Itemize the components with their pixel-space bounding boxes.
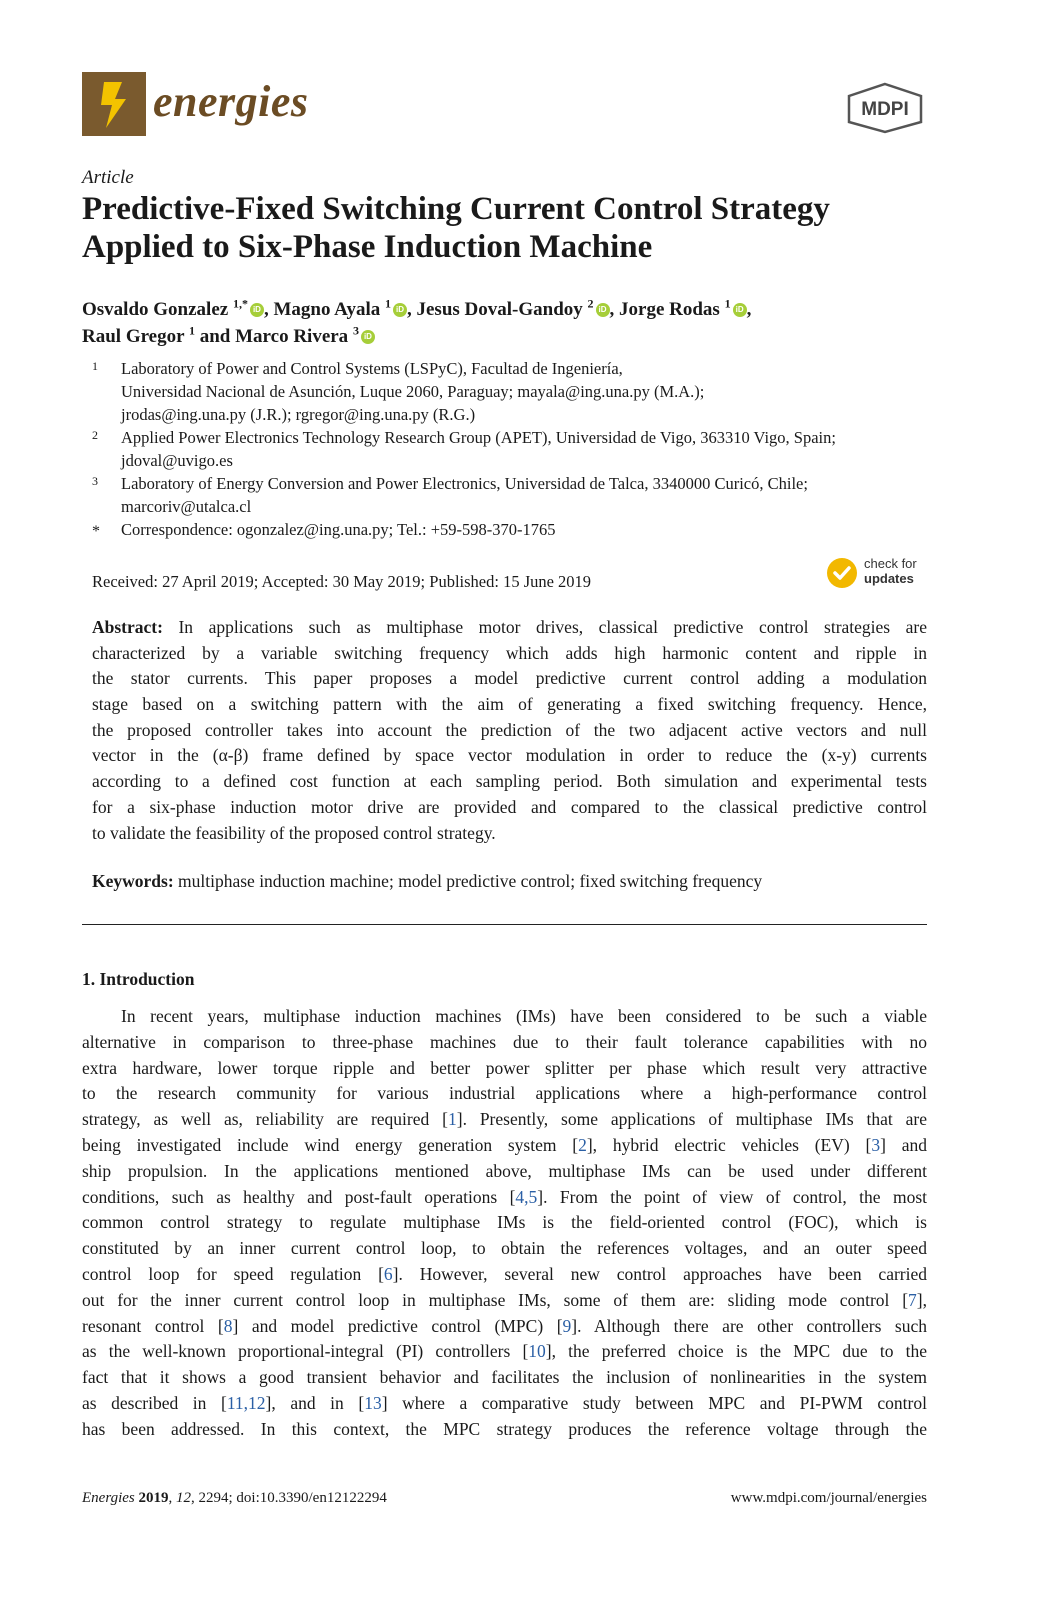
journal-logo-icon (82, 72, 146, 136)
author-name[interactable]: Jorge Rodas (619, 299, 720, 320)
abstract-line: characterized by a variable switching frequency which adds high harmonic content and ripple in (92, 642, 927, 663)
body-line: alternative in comparison to three-phase machines due to their fault tolerance capabilities with no (82, 1031, 927, 1052)
correspondence-item (92, 518, 942, 541)
affiliation-number: 2 (92, 428, 98, 442)
title-line: Predictive-Fixed Switching Current Control Strategy (82, 191, 830, 227)
citation-link[interactable]: 7 (908, 1289, 917, 1310)
abstract-line: vector in the (α-β) frame defined by space vector modulation in order to reduce the (x-y) currents (92, 745, 927, 766)
body-line: as described in [11,12], and in [13] where a comparative study between MPC and PI-PWM control (82, 1392, 927, 1413)
body-line: has been addressed. In this context, the MPC strategy produces the reference voltage through the (82, 1418, 927, 1439)
abstract (92, 615, 927, 846)
author-name[interactable]: Raul Gregor (82, 326, 185, 347)
keywords-label: Keywords: (92, 871, 174, 891)
abstract-label: Abstract: (92, 617, 163, 637)
affiliation-line: Universidad Nacional de Asunción, Luque 2060, Paraguay; mayala@ing.una.py (M.A.); (121, 382, 705, 401)
body-line: strategy, as well as, reliability are required [1]. Presently, some applications of multiphase IMs that are (82, 1109, 927, 1130)
page-title (82, 190, 962, 266)
author-affiliation-mark: 1,* (232, 296, 248, 311)
abstract-line: to validate the feasibility of the proposed control strategy. (92, 822, 496, 843)
affiliation-item (92, 426, 942, 472)
citation-link[interactable]: 4,5 (515, 1186, 538, 1207)
footer-volume: 12 (176, 1490, 192, 1506)
citation-link[interactable]: 1 (447, 1109, 457, 1130)
citation-footer: Energies 2019, 12, 2294; doi:10.3390/en12122294 (82, 1490, 387, 1506)
affiliation-item (92, 357, 942, 426)
keywords-text: multiphase induction machine; model predictive control; fixed switching frequency (178, 871, 763, 891)
correspondence-line[interactable]: Correspondence: ogonzalez@ing.una.py; Tel.: +59-598-370-1765 (121, 520, 556, 539)
affiliation-line: Laboratory of Energy Conversion and Power Electronics, Universidad de Talca, 3340000 Curicó, Chile; (121, 474, 808, 493)
section-divider (82, 924, 927, 925)
abstract-line (92, 615, 927, 641)
section-heading: 1. Introduction (82, 969, 195, 989)
author-name[interactable]: Jesus Doval-Gandoy (416, 299, 583, 320)
orcid-icon[interactable]: iD (393, 303, 407, 317)
correspondence-mark: * (92, 523, 100, 540)
abstract-text: In applications such as multiphase motor drives, classical predictive control strategies are (178, 617, 927, 637)
orcid-icon[interactable]: iD (733, 303, 747, 317)
author-affiliation-mark: 3 (352, 323, 359, 338)
affiliation-number: 3 (92, 474, 98, 488)
affiliation-line: jrodas@ing.una.py (J.R.); rgregor@ing.una.py (R.G.) (121, 405, 476, 424)
body-line: being investigated include wind energy generation system [2], hybrid electric vehicles (EV) [3] and (82, 1134, 927, 1155)
author-name[interactable]: Osvaldo Gonzalez (82, 299, 229, 320)
author-line: Osvaldo Gonzalez $^{1,*}$ iD , Magno Ayala $^1$ iD , Jesus Doval-Gandoy $^2$ iD , Jorge Rodas $^1$ iD , (82, 296, 752, 320)
body-line: In recent years, multiphase induction machines (IMs) have been considered to be such a viable (121, 1006, 927, 1026)
check-updates-label: check for (864, 556, 917, 571)
affiliation-line: Laboratory of Power and Control Systems (LSPyC), Facultad de Ingeniería, (121, 359, 623, 378)
abstract-line: for a six-phase induction motor drive are provided and compared to the classical predictive control (92, 796, 927, 817)
body-line: common control strategy to regulate multiphase IMs is the field-oriented control (FOC), which is (82, 1212, 927, 1233)
abstract-line: stage based on a switching pattern with the aim of generating a fixed switching frequency. Hence, (92, 694, 927, 715)
check-for-updates-button[interactable] (826, 556, 936, 592)
citation-link[interactable]: 3 (871, 1134, 881, 1155)
body-line: conditions, such as healthy and post-fault operations [4,5]. From the point of view of control, the most (82, 1186, 927, 1207)
citation-link[interactable]: 13 (364, 1392, 382, 1413)
title-line: Applied to Six-Phase Induction Machine (82, 229, 653, 265)
check-updates-label-bold: updates (864, 571, 914, 586)
body-line: ship propulsion. In the applications mentioned above, multiphase IMs can be used under different (82, 1160, 927, 1181)
author-list (82, 296, 962, 350)
abstract-line: according to a defined cost function at each sampling period. Both simulation and experimental tests (92, 771, 927, 792)
and-word: and (199, 326, 231, 347)
affiliation-number: 1 (92, 359, 98, 373)
citation-link[interactable]: 8 (223, 1315, 233, 1336)
author-name[interactable]: Marco Rivera (235, 326, 349, 347)
footer-year: 2019 (138, 1490, 169, 1506)
citation-link[interactable]: 10 (528, 1341, 546, 1362)
citation-link[interactable]: 9 (562, 1315, 572, 1336)
intro-body (82, 1004, 927, 1443)
author-affiliation-mark: 2 (587, 296, 594, 311)
body-line: control loop for speed regulation [6]. However, several new control approaches have been carried (82, 1263, 927, 1284)
author-name[interactable]: Magno Ayala (273, 299, 381, 320)
check-updates-icon (826, 557, 858, 589)
orcid-icon[interactable]: iD (596, 303, 610, 317)
body-line: out for the inner current control loop in multiphase IMs, some of them are: sliding mode control [7], (82, 1289, 927, 1310)
orcid-icon[interactable]: iD (250, 303, 264, 317)
citation-link[interactable]: 11,12 (226, 1392, 266, 1413)
author-affiliation-mark: 1 (188, 323, 195, 338)
author-line (82, 323, 962, 350)
body-line: fact that it shows a good transient behavior and facilitates the inclusion of nonlinearities in the system (82, 1367, 927, 1388)
abstract-line: the stator currents. This paper proposes a model predictive current control adding a modulation (92, 668, 927, 689)
affiliation-list (92, 357, 942, 541)
keywords (92, 869, 927, 894)
affiliation-line: marcoriv@utalca.cl (121, 497, 252, 516)
body-line: to the research community for various industrial applications where a high-performance control (82, 1083, 927, 1104)
citation-link[interactable]: 6 (383, 1263, 393, 1284)
affiliation-line: Applied Power Electronics Technology Research Group (APET), Universidad de Vigo, 363310 Vigo, Spain; (121, 428, 836, 447)
journal-name: energies (153, 77, 309, 126)
body-line: extra hardware, lower torque ripple and better power splitter per phase which result very attractive (82, 1057, 927, 1078)
author-affiliation-mark: 1 (385, 296, 391, 311)
orcid-icon[interactable]: iD (361, 330, 375, 344)
journal-url-link[interactable]: www.mdpi.com/journal/energies (730, 1490, 927, 1506)
mdpi-logo-text: MDPI (861, 99, 909, 120)
body-line: constituted by an inner current control loop, to obtain the references voltages, and an outer speed (82, 1238, 927, 1259)
abstract-line: the proposed controller takes into account the prediction of the two adjacent active vectors and null (92, 719, 927, 740)
affiliation-line: jdoval@uvigo.es (121, 451, 233, 470)
body-line: as the well-known proportional-integral (PI) controllers [10], the preferred choice is the MPC due to the (82, 1341, 927, 1362)
footer-doi[interactable]: , 2294; doi:10.3390/en12122294 (191, 1490, 387, 1506)
footer-journal: Energies (82, 1490, 135, 1506)
citation-link[interactable]: 2 (578, 1134, 587, 1155)
author-affiliation-mark: 1 (724, 296, 731, 311)
affiliation-item (92, 472, 942, 518)
publication-dates: Received: 27 April 2019; Accepted: 30 May 2019; Published: 15 June 2019 (92, 572, 592, 591)
body-line: resonant control [8] and model predictive control (MPC) [9]. Although there are other controllers such (82, 1315, 927, 1336)
mdpi-logo-icon (845, 82, 925, 139)
article-type: Article (82, 167, 134, 188)
